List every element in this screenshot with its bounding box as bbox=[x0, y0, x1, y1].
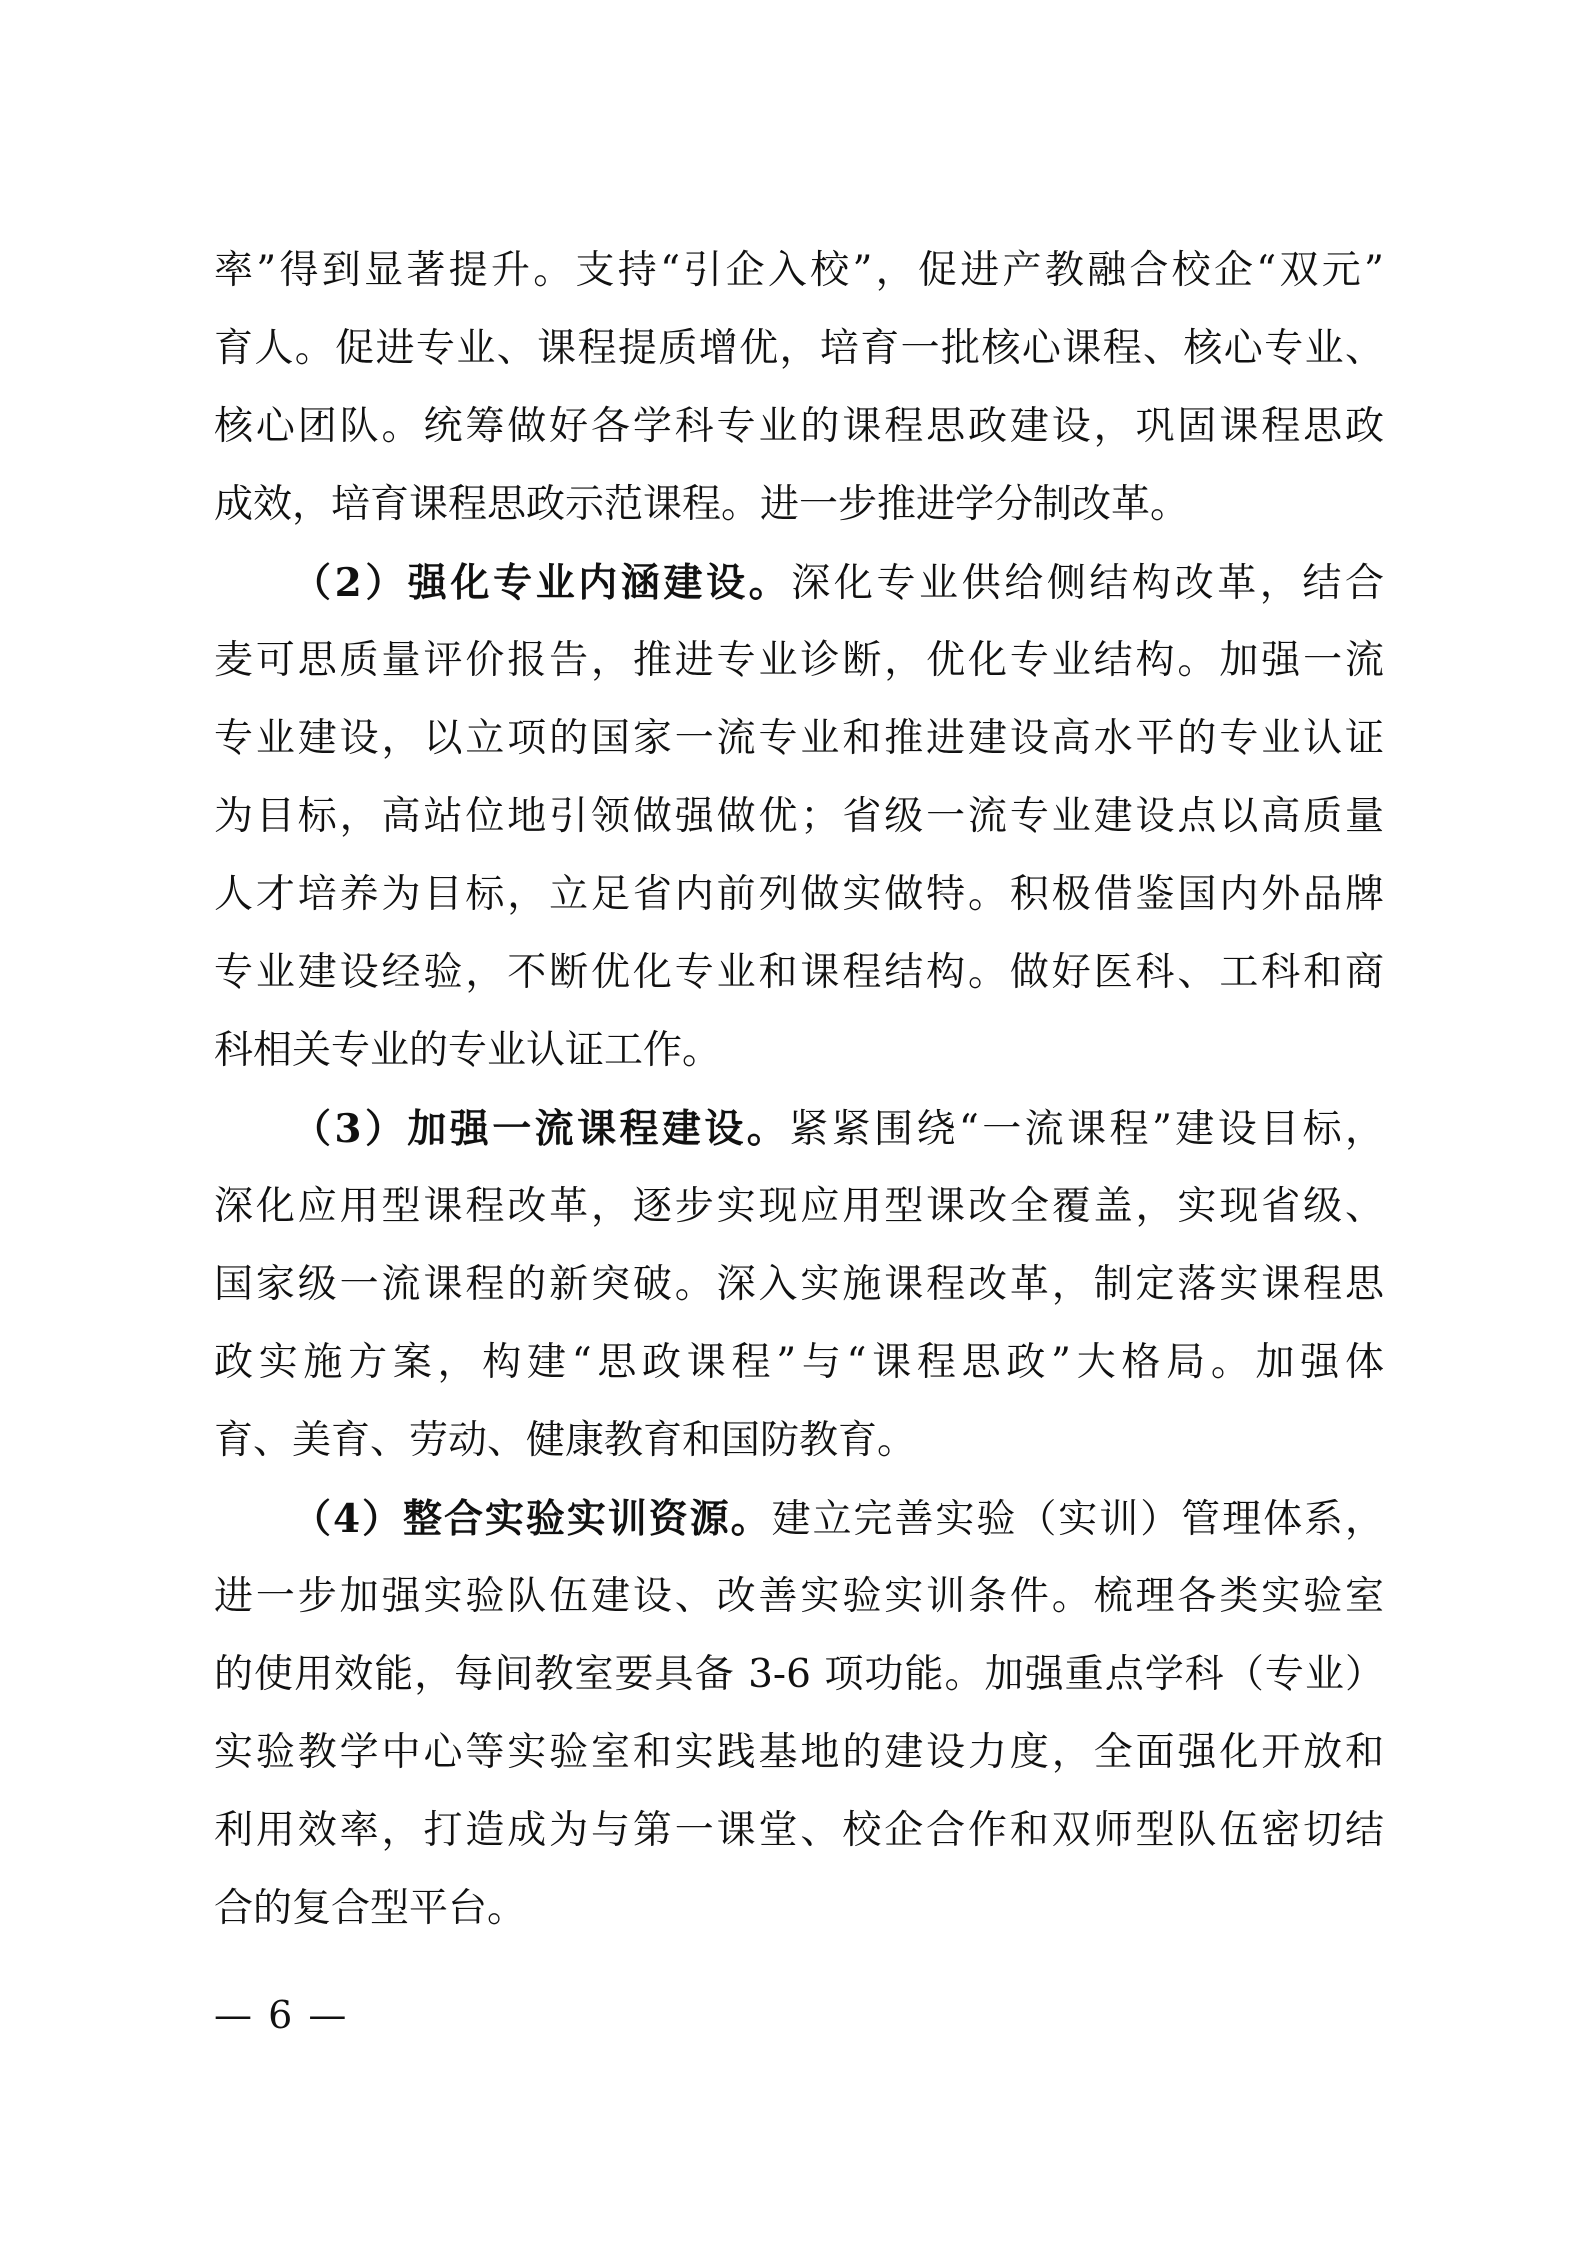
text-line: 深化应用型课程改革，逐步实现应用型课改全覆盖，实现省级、 bbox=[214, 1184, 1384, 1229]
text-line: 率”得到显著提升。支持“引企入校”，促进产教融合校企“双元” bbox=[214, 248, 1384, 293]
text-line: 人才培养为目标，立足省内前列做实做特。积极借鉴国内外品牌 bbox=[214, 872, 1384, 917]
text-line: 实验教学中心等实验室和实践基地的建设力度，全面强化开放和 bbox=[214, 1730, 1384, 1775]
section-4-heading: （4）整合实验实训资源。 bbox=[292, 1496, 772, 1542]
text-line: 核心团队。统筹做好各学科专业的课程思政建设，巩固课程思政 bbox=[214, 404, 1384, 449]
text-line: 政实施方案，构建“思政课程”与“课程思政”大格局。加强体 bbox=[214, 1340, 1384, 1385]
text-line: 利用效率，打造成为与第一课堂、校企合作和双师型队伍密切结 bbox=[214, 1808, 1384, 1853]
text-line: 麦可思质量评价报告，推进专业诊断，优化专业结构。加强一流 bbox=[214, 638, 1384, 683]
section-4-first-line-text: 建立完善实验（实训）管理体系， bbox=[771, 1497, 1384, 1542]
text-line: 专业建设，以立项的国家一流专业和推进建设高水平的专业认证 bbox=[214, 716, 1384, 761]
text-line: 的使用效能，每间教室要具备 3-6 项功能。加强重点学科（专业） bbox=[214, 1652, 1384, 1697]
section-3-heading: （3）加强一流课程建设。 bbox=[292, 1106, 790, 1152]
body-text bbox=[214, 232, 1384, 1948]
section-3-first-line-text: 紧紧围绕“一流课程”建设目标， bbox=[789, 1107, 1384, 1152]
text-line: 育、美育、劳动、健康教育和国防教育。 bbox=[214, 1418, 917, 1463]
section-4-first-line bbox=[214, 1480, 1384, 1558]
text-line: 合的复合型平台。 bbox=[214, 1886, 527, 1931]
page-number: — 6 — bbox=[214, 1993, 349, 2037]
text-line: 科相关专业的专业认证工作。 bbox=[214, 1028, 722, 1073]
section-2-first-line-text: 深化专业供给侧结构改革，结合 bbox=[791, 561, 1384, 606]
text-line: 进一步加强实验队伍建设、改善实验实训条件。梳理各类实验室 bbox=[214, 1574, 1384, 1619]
text-line: 成效，培育课程思政示范课程。进一步推进学分制改革。 bbox=[214, 482, 1190, 527]
text-line: 国家级一流课程的新突破。深入实施课程改革，制定落实课程思 bbox=[214, 1262, 1384, 1307]
text-line: 专业建设经验，不断优化专业和课程结构。做好医科、工科和商 bbox=[214, 950, 1384, 995]
section-3-first-line bbox=[214, 1090, 1384, 1168]
text-line: 为目标，高站位地引领做强做优；省级一流专业建设点以高质量 bbox=[214, 794, 1384, 839]
text-line: 育人。促进专业、课程提质增优，培育一批核心课程、核心专业、 bbox=[214, 326, 1384, 371]
section-2-heading: （2）强化专业内涵建设。 bbox=[292, 560, 792, 606]
section-2-first-line bbox=[214, 544, 1384, 622]
